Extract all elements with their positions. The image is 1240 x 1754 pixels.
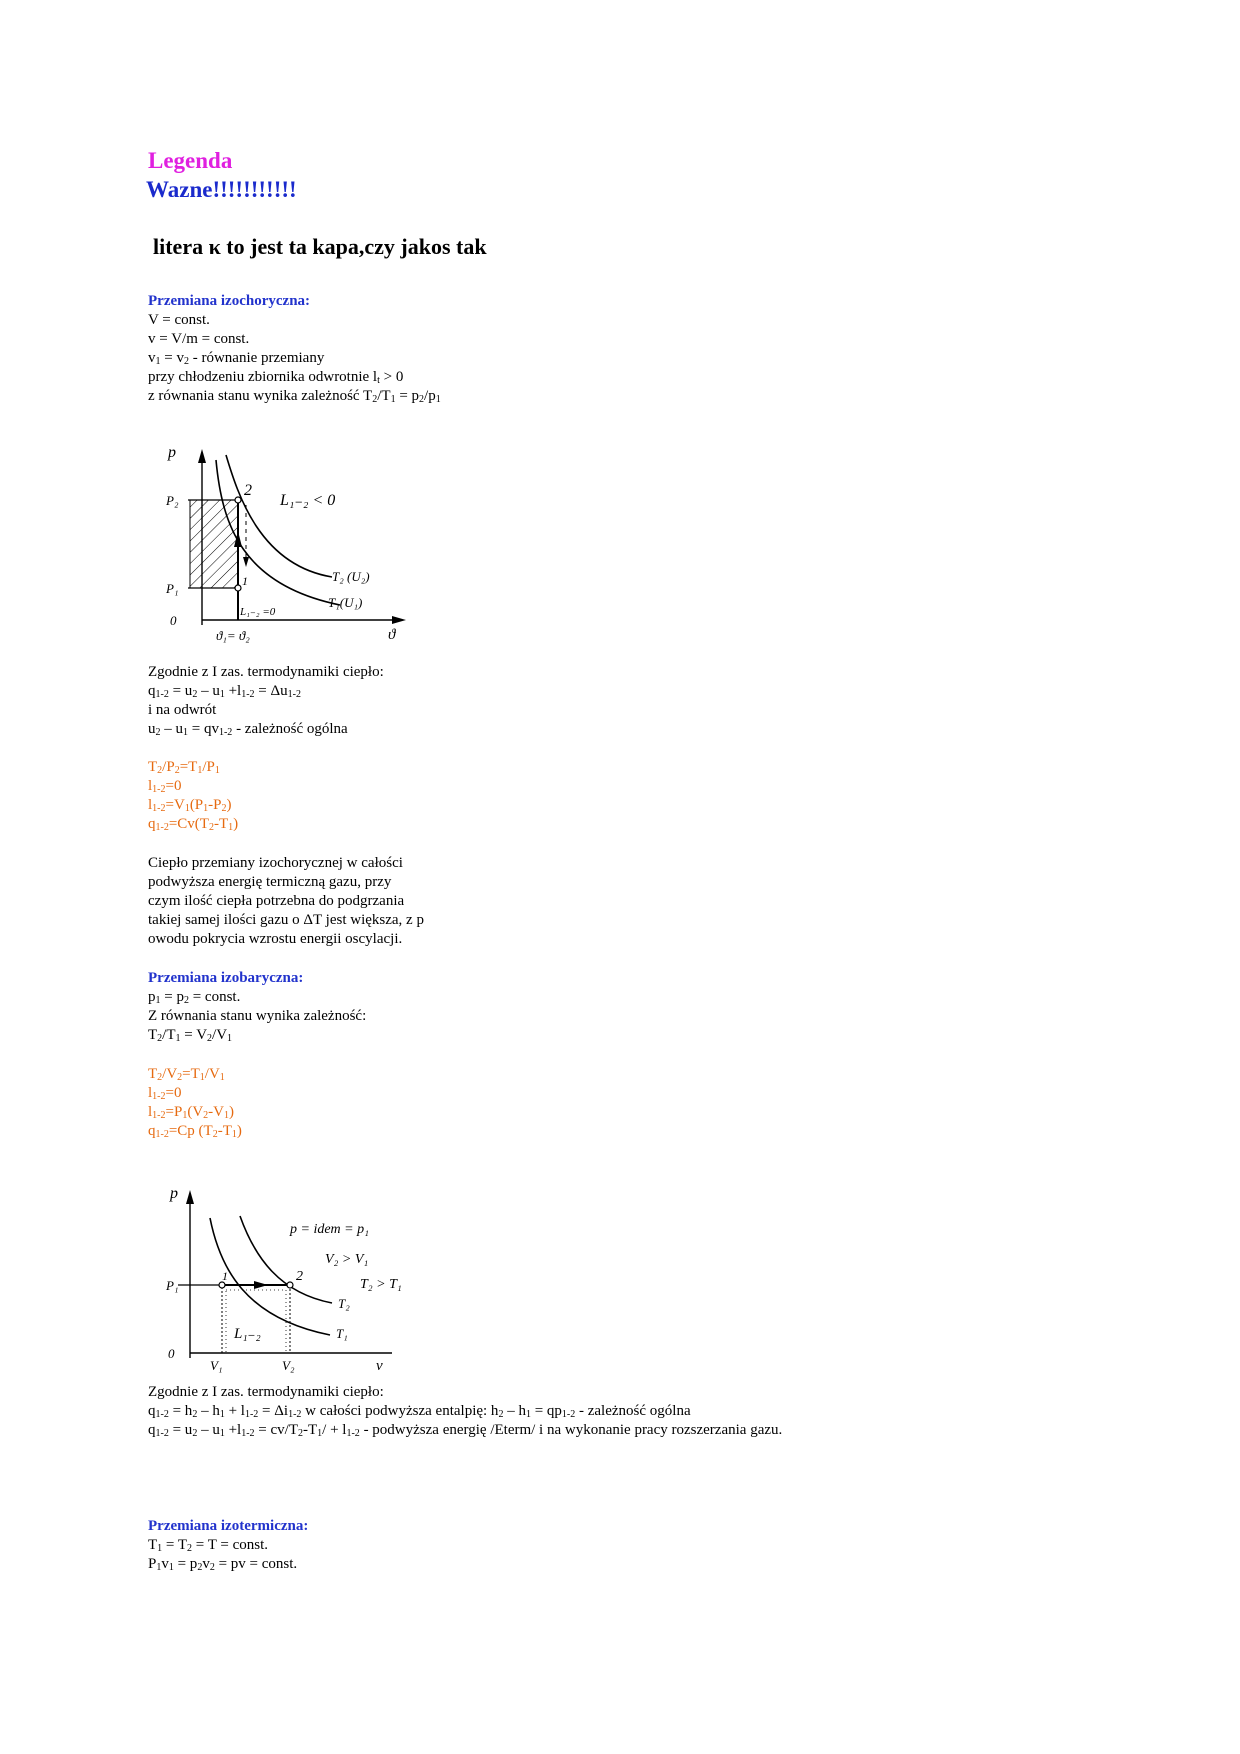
isobaric-law-3: $q_{1-2} = u_2 - u_1 +l_{1-2} = cv/T_2-T_1/ + l_{1-2}$ - podwyższa energię /Eterm/ i na wykonanie pracy rozszerzania gazu. xyxy=(148,1422,783,1439)
isochoric-line-5: z równania stanu wynika zależność $T_2/T_1 = p_2/p_1$ xyxy=(148,388,441,405)
isobaric-heading: Przemiana izobaryczna: xyxy=(148,970,304,986)
important-heading: Wazne!!!!!!!!!!! xyxy=(146,177,297,202)
t1-label: T₁(U₁) xyxy=(328,595,363,610)
work-label: L₁₋₂ < 0 xyxy=(280,492,336,509)
point-2 xyxy=(287,1282,293,1288)
origin-label: 0 xyxy=(168,1346,175,1361)
isochoric-formula-1: $T_2/P_2=T_1/P_1$ xyxy=(148,759,220,776)
isochoric-heading: Przemiana izochoryczna: xyxy=(148,293,311,309)
pressure-equation: p = idem = p₁ xyxy=(290,1222,369,1237)
point-2 xyxy=(235,497,241,503)
axis-v-label: v xyxy=(376,1358,383,1374)
isochoric-line-2: v = V/m = const. xyxy=(148,331,250,347)
isochoric-formula-4: $q_{1-2}=Cv(T_2-T_1)$ xyxy=(148,816,239,833)
v-axis-arrow xyxy=(392,616,406,624)
isochoric-law-4: $u_2 - u_1 = qv_{1-2}$ - zależność ogólna xyxy=(148,721,348,738)
axis-v-label: ϑ xyxy=(388,627,396,643)
p1-label: P₁ xyxy=(166,1278,179,1293)
zero-work-label: L₁₋₂ =0 xyxy=(240,606,276,618)
isochoric-law-3: i na odwrót xyxy=(148,702,217,718)
isochoric-comment-3: czym ilość ciepła potrzebna do podgrzania xyxy=(148,893,405,909)
isobaric-law-2: $q_{1-2} = h_2 - h_1 + l_{1-2} = \Delta i_{1-2}$ w całości podwyższa entalpię: $h_2 - h_1 = qp_{1-2}$ - zależność ogólna xyxy=(148,1403,691,1420)
isochoric-formula-3: $l_{1-2}=V_1(P_1-P_2)$ xyxy=(148,797,232,814)
work-area-inner xyxy=(226,1290,286,1353)
p-axis-arrow xyxy=(186,1190,194,1204)
isobaric-line-1: $p_1 = p_2$ = const. xyxy=(148,989,241,1006)
kappa-note: litera κ to jest ta kapa,czy jakos tak xyxy=(153,234,487,259)
p1-label: P₁ xyxy=(166,581,179,596)
isobaric-law-1: Zgodnie z I zas. termodynamiki ciepło: xyxy=(148,1384,384,1400)
point-2-label: 2 xyxy=(244,482,252,499)
legend-heading: Legenda xyxy=(148,148,233,173)
isochoric-formula-2: $l_{1-2}=0$ xyxy=(148,778,182,795)
isobaric-diagram xyxy=(160,1178,420,1378)
v12-label: ϑ₁= ϑ₂ xyxy=(216,628,250,643)
t1-label: T₁ xyxy=(336,1326,348,1341)
p-axis-arrow xyxy=(198,449,206,463)
point-1-label: 1 xyxy=(222,1269,228,1283)
isobaric-line-3: $T_2/T_1 = V_2/V_1$ xyxy=(148,1027,233,1044)
isochoric-comment-2: podwyższa energię termiczną gazu, przy xyxy=(148,874,392,890)
isothermal-line-1: $T_1 = T_2 = T$ = const. xyxy=(148,1537,268,1554)
point-1 xyxy=(235,585,241,591)
isobaric-line-2: Z równania stanu wynika zależność: xyxy=(148,1008,367,1024)
isothermal-line-2: $P_1v_1 = p_2v_2$ = pv = const. xyxy=(148,1556,298,1573)
volume-relation: V₂ > V₁ xyxy=(325,1252,369,1267)
isochoric-comment-4: takiej samej ilości gazu o ΔT jest większa, z p xyxy=(148,912,424,928)
isochoric-law-2: $q_{1-2} = u_2 - u_1 +l_{1-2} = \Delta u_{1-2}$ xyxy=(148,683,301,700)
work-label: L₁₋₂ xyxy=(234,1326,261,1342)
temperature-relation: T₂ > T₁ xyxy=(360,1277,402,1292)
isobaric-formula-2: $l_{1-2}=0$ xyxy=(148,1085,182,1102)
isothermal-heading: Przemiana izotermiczna: xyxy=(148,1518,309,1534)
v2-label: V₂ xyxy=(282,1358,295,1373)
isochoric-line-1: V = const. xyxy=(148,312,210,328)
isobaric-formula-4: $q_{1-2}=Cp$ $(T_2-T_1)$ xyxy=(148,1123,242,1140)
isochoric-line-3: $v_1 = v_2$ - równanie przemiany xyxy=(148,350,325,367)
isochoric-comment-5: owodu pokrycia wzrostu energii oscylacji. xyxy=(148,931,403,947)
isochoric-law-1: Zgodnie z I zas. termodynamiki ciepło: xyxy=(148,664,384,680)
v1-label: V₁ xyxy=(210,1358,223,1373)
axis-p-label: p xyxy=(170,1185,178,1202)
origin-label: 0 xyxy=(170,613,177,628)
hatched-area xyxy=(190,500,238,588)
isochoric-comment-1: Ciepło przemiany izochorycznej w całości xyxy=(148,855,403,871)
p2-label: P₂ xyxy=(166,493,179,508)
isobaric-formula-1: $T_2/V_2=T_1/V_1$ xyxy=(148,1066,225,1083)
t2-label: T₂ (U₂) xyxy=(332,569,370,584)
t2-label: T₂ xyxy=(338,1296,350,1311)
axis-p-label: p xyxy=(168,444,176,461)
isochoric-line-4: przy chłodzeniu zbiornika odwrotnie $l_t > 0$ xyxy=(148,369,404,386)
isotherm-t2 xyxy=(226,455,332,577)
isochoric-diagram xyxy=(160,435,420,645)
point-1-label: 1 xyxy=(242,574,248,588)
point-2-label: 2 xyxy=(296,1269,303,1284)
down-arrow xyxy=(243,557,249,567)
isobar-arrow xyxy=(254,1281,268,1289)
isobaric-formula-3: $l_{1-2}=P_1(V_2-V_1)$ xyxy=(148,1104,234,1121)
